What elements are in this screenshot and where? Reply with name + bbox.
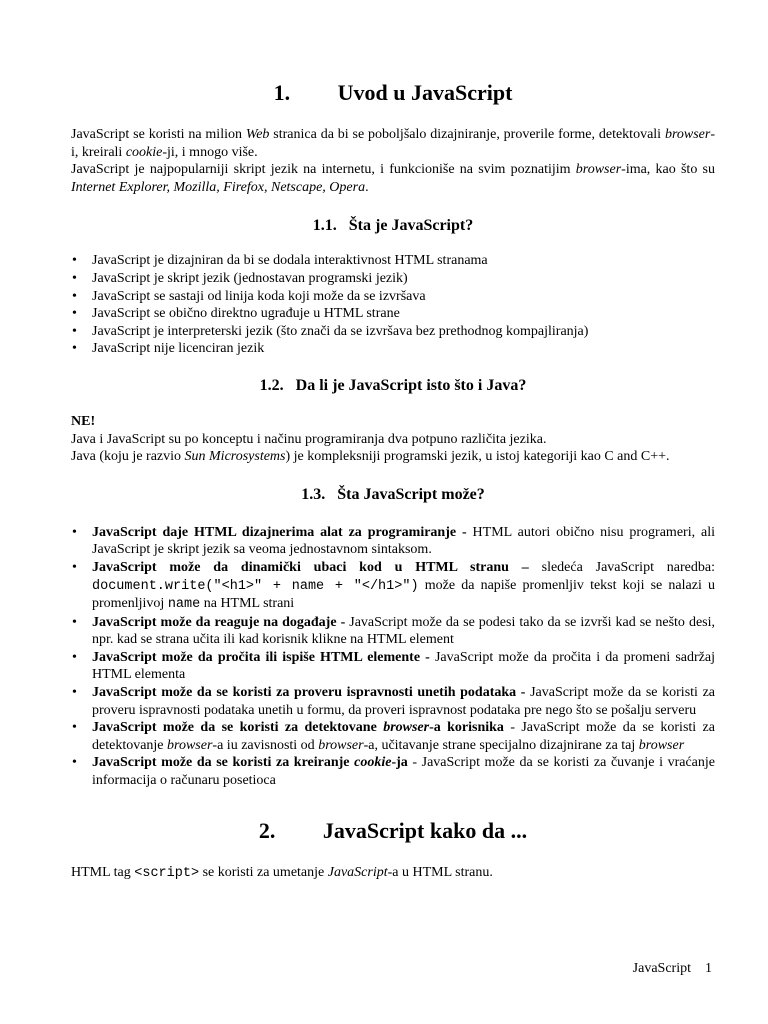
text: HTML tag: [71, 864, 135, 880]
text: -a iu zavisnosti od: [212, 737, 319, 753]
list-item: [71, 754, 715, 789]
text: HTML autori obično nisu programeri, ali JavaScript je skript jezik sa veoma jednostavnom sintaksom.: [92, 524, 715, 558]
text-italic: Sun Microsystems: [184, 449, 286, 465]
text: JavaScript može da se koristi za detektovane: [92, 720, 384, 736]
heading-title: Šta je JavaScript?: [348, 217, 474, 235]
list-item: [71, 559, 715, 614]
heading-section-1-2: [71, 376, 715, 396]
list-item: • JavaScript je interpreterski jezik (što znači da se izvršava bez prethodnog kompajliranja): [71, 323, 715, 341]
list-item: • JavaScript se sastaji od linija koda koji može da se izvršava: [71, 288, 715, 306]
heading-title: Da li je JavaScript isto što i Java?: [295, 376, 527, 394]
text: stranica da bi se poboljšalo dizajniranje, proverile forme, detektovali: [269, 127, 665, 142]
code-snippet: document.write("<h1>" + name + "</h1>"): [92, 578, 419, 594]
text: JavaScript se koristi na milion: [71, 127, 246, 142]
text: - JavaScript može da se koristi za čuvanje i vraćanje informacija o računaru posetioca: [92, 755, 715, 789]
list-item: [71, 684, 715, 719]
text-bold: JavaScript može da se koristi za proveru ispravnosti unetih podataka -: [92, 685, 526, 701]
java-paragraph-2: [71, 448, 715, 466]
intro-paragraph-1: [71, 126, 715, 161]
text-bold: JavaScript može da pročita ili ispiše HTML elemente -: [92, 649, 430, 665]
heading-section-1-1: [71, 216, 715, 236]
text: -a, učitavanje strane specijalno dizajnirane za taj: [363, 737, 639, 753]
text: .: [365, 179, 369, 195]
text: - JavaScript može da se koristi za detektovanje: [92, 720, 715, 753]
heading-number: 1.: [273, 80, 291, 105]
text-italic: Internet Explorer, Mozilla, Firefox, Netscape, Opera: [71, 179, 366, 195]
heading-title: JavaScript kako da ...: [322, 817, 528, 843]
heading-section-1-3: [71, 485, 715, 505]
text: JavaScript može da se podesi tako da se izvrši kad se nešto desi, npr. kad se strana učita ili kad korisnik klikne na HTML element: [92, 614, 715, 648]
list-item: [71, 614, 715, 649]
heading-section-2: [71, 816, 715, 846]
text: može da napiše promenljiv tekst koji se nalazi u promenljivoj: [92, 577, 715, 612]
text-bold: [92, 720, 504, 735]
list-item: • JavaScript je skript jezik (jednostavan programski jezik): [71, 270, 715, 288]
text-italic: browser: [638, 737, 685, 753]
list-item: • JavaScript nije licenciran jezik: [71, 340, 715, 358]
text: -ja: [391, 755, 408, 771]
heading-number: 1.2.: [259, 376, 284, 394]
list-what-js-can: [71, 524, 715, 790]
list-item: • JavaScript se obično direktno ugrađuje u HTML strane: [71, 305, 715, 323]
text: na HTML strani: [200, 596, 295, 612]
text-bold: NE!: [71, 413, 96, 429]
heading-number: 1.1.: [312, 217, 337, 235]
text: -a korisnika: [429, 720, 504, 736]
text-italic: browser: [664, 127, 711, 142]
list-item: [71, 524, 715, 559]
document-body: [71, 78, 715, 882]
text-italic: cookie: [354, 755, 392, 771]
text: se koristi za umetanje: [199, 864, 328, 880]
code-snippet: <script>: [134, 865, 200, 881]
list-item: • JavaScript je dizajniran da bi se dodala interaktivnost HTML stranama: [71, 252, 715, 270]
text-bold: JavaScript može da dinamički ubaci kod u HTML stranu –: [92, 559, 529, 575]
text-italic: browser: [383, 720, 430, 736]
text: JavaScript može da se koristi za proveru ispravnosti podataka unetih u formu, da proveri ispravnost podataka pre nego što se pošalju serveru: [92, 685, 715, 718]
heading-title: Uvod u JavaScript: [337, 80, 513, 105]
text-italic: browser: [167, 737, 213, 753]
text-bold: [92, 755, 408, 770]
code-snippet: name: [167, 597, 201, 613]
text: JavaScript može da pročita i da promeni sadržaj HTML elementa: [92, 649, 715, 683]
list-what-is-js: [71, 252, 715, 358]
intro-paragraph-2: [71, 161, 715, 196]
text: -ji, i mnogo više.: [162, 144, 258, 160]
heading-title: Šta JavaScript može?: [337, 485, 485, 503]
text-italic: browser: [318, 737, 364, 753]
text-italic: Web: [245, 127, 270, 142]
list-item: [71, 649, 715, 684]
text-italic: browser: [575, 162, 622, 178]
page-number: 1: [705, 961, 712, 976]
text-italic: JavaScript: [327, 864, 388, 880]
heading-number: 1.3.: [301, 485, 326, 503]
heading-number: 2.: [258, 817, 276, 843]
text: -a u HTML stranu.: [387, 864, 493, 880]
text: Java (koju je razvio: [71, 449, 185, 465]
list-item: [71, 719, 715, 754]
text-bold: JavaScript daje HTML dizajnerima alat za programiranje -: [92, 524, 467, 540]
page-footer: [633, 960, 712, 978]
section-2-paragraph: [71, 864, 715, 883]
text: JavaScript je najpopularniji skript jezik na internetu, i funkcioniše na svim poznatijim: [71, 162, 576, 178]
footer-label: JavaScript: [632, 961, 691, 976]
text-bold: JavaScript može da reaguje na događaje -: [92, 614, 346, 630]
java-paragraph-1: Java i JavaScript su po konceptu i načinu programiranja dva potpuno različita jezika.: [71, 431, 547, 447]
text-italic: cookie: [125, 144, 163, 160]
heading-section-1: [71, 78, 715, 108]
text: JavaScript može da se koristi za kreiranje: [92, 755, 355, 771]
text: ) je kompleksniji programski jezik, u istoj kategoriji kao C and C++.: [285, 449, 670, 465]
answer-no: [71, 413, 715, 431]
text: -ima, kao što su: [621, 162, 715, 178]
text: -i, kreirali: [71, 127, 715, 160]
text: sledeća JavaScript naredba:: [528, 559, 715, 575]
